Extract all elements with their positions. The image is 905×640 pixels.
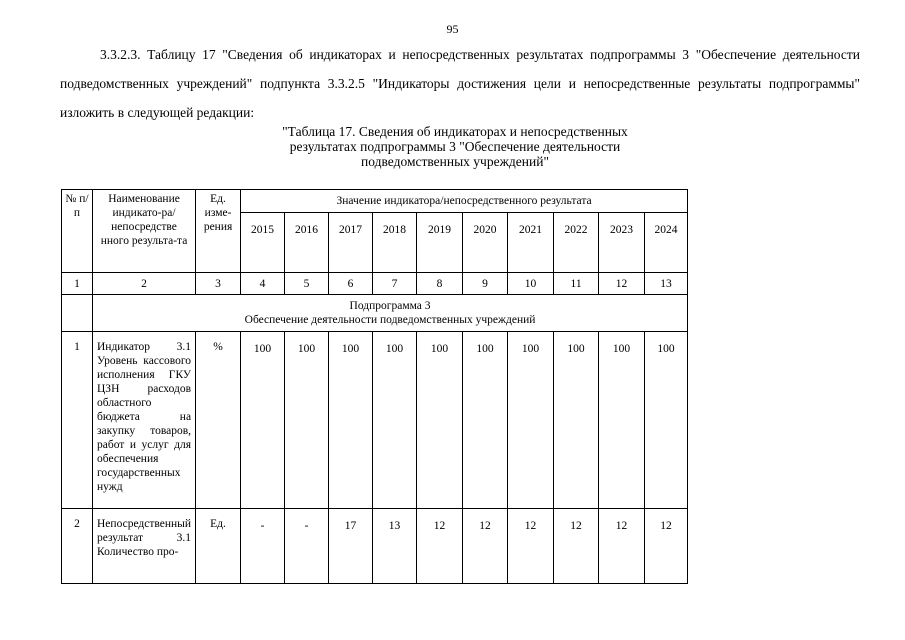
column-number: 3 xyxy=(196,273,241,295)
row-value: 12 xyxy=(599,509,645,584)
column-numbers-row xyxy=(62,273,688,295)
year-cell: 2018 xyxy=(373,213,417,273)
row-value: 12 xyxy=(645,509,688,584)
year-cell: 2016 xyxy=(285,213,329,273)
column-number: 2 xyxy=(93,273,196,295)
header-row xyxy=(62,190,688,213)
page-number: 95 xyxy=(446,22,459,36)
row-num: 2 xyxy=(62,509,93,584)
row-value: 12 xyxy=(417,509,463,584)
row-value: - xyxy=(285,509,329,584)
indicators-table xyxy=(61,189,688,584)
header-num: № п/п xyxy=(62,190,93,273)
row-value: - xyxy=(241,509,285,584)
column-number: 10 xyxy=(508,273,554,295)
row-value: 100 xyxy=(329,332,373,509)
year-cell: 2024 xyxy=(645,213,688,273)
header-unit: Ед. изме-рения xyxy=(196,190,241,273)
row-value: 12 xyxy=(554,509,599,584)
year-cell: 2022 xyxy=(554,213,599,273)
column-number: 6 xyxy=(329,273,373,295)
subprogram-title-line-2: Обеспечение деятельности подведомственных учреждений xyxy=(244,314,536,326)
table-title xyxy=(230,124,680,169)
table-row xyxy=(62,509,688,584)
header-name: Наименование индикато-ра/непосредстве нного результа-та xyxy=(93,190,196,273)
row-value: 100 xyxy=(285,332,329,509)
column-number: 11 xyxy=(554,273,599,295)
subprogram-empty-cell xyxy=(62,295,93,332)
table-row xyxy=(62,332,688,509)
column-number: 1 xyxy=(62,273,93,295)
row-value: 100 xyxy=(463,332,508,509)
row-name: Непосредственный результат 3.1 Количество про- xyxy=(93,509,196,584)
row-value: 12 xyxy=(463,509,508,584)
column-number: 13 xyxy=(645,273,688,295)
column-number: 12 xyxy=(599,273,645,295)
row-value: 100 xyxy=(241,332,285,509)
row-value: 100 xyxy=(554,332,599,509)
row-value: 100 xyxy=(373,332,417,509)
year-cell: 2021 xyxy=(508,213,554,273)
row-value: 100 xyxy=(417,332,463,509)
column-number: 9 xyxy=(463,273,508,295)
table-title-line-1: "Таблица 17. Сведения об индикаторах и непосредственных xyxy=(282,124,628,139)
row-name: Индикатор 3.1 Уровень кассового исполнения ГКУ ЦЗН расходов областного бюджета на закупку товаров, работ и услуг для обеспечения государственных нужд xyxy=(93,332,196,509)
row-num: 1 xyxy=(62,332,93,509)
row-value: 12 xyxy=(508,509,554,584)
year-cell: 2020 xyxy=(463,213,508,273)
header-values-group: Значение индикатора/непосредственного результата xyxy=(241,190,688,213)
row-value: 100 xyxy=(508,332,554,509)
row-value: 100 xyxy=(645,332,688,509)
intro-paragraph: 3.3.2.3. Таблицу 17 "Сведения об индикаторах и непосредственных результатах подпрограммы 3 "Обеспечение деятельности подведомственных учреждений" подпункта 3.3.2.5 "Индикаторы достижения цели и непосредственные результаты подпрограммы" изложить в следующей редакции: xyxy=(60,47,860,120)
row-unit: % xyxy=(196,332,241,509)
year-cell: 2019 xyxy=(417,213,463,273)
subprogram-title xyxy=(93,295,688,332)
row-unit: Ед. xyxy=(196,509,241,584)
column-number: 8 xyxy=(417,273,463,295)
column-number: 5 xyxy=(285,273,329,295)
year-cell: 2017 xyxy=(329,213,373,273)
row-value: 13 xyxy=(373,509,417,584)
subprogram-title-line-1: Подпрограмма 3 xyxy=(349,300,431,312)
year-cell: 2015 xyxy=(241,213,285,273)
subprogram-row xyxy=(62,295,688,332)
year-cell: 2023 xyxy=(599,213,645,273)
table-title-line-2: результатах подпрограммы 3 "Обеспечение деятельности xyxy=(289,139,621,154)
row-value: 17 xyxy=(329,509,373,584)
table-title-line-3: подведомственных учреждений" xyxy=(361,154,549,169)
column-number: 4 xyxy=(241,273,285,295)
row-value: 100 xyxy=(599,332,645,509)
column-number: 7 xyxy=(373,273,417,295)
